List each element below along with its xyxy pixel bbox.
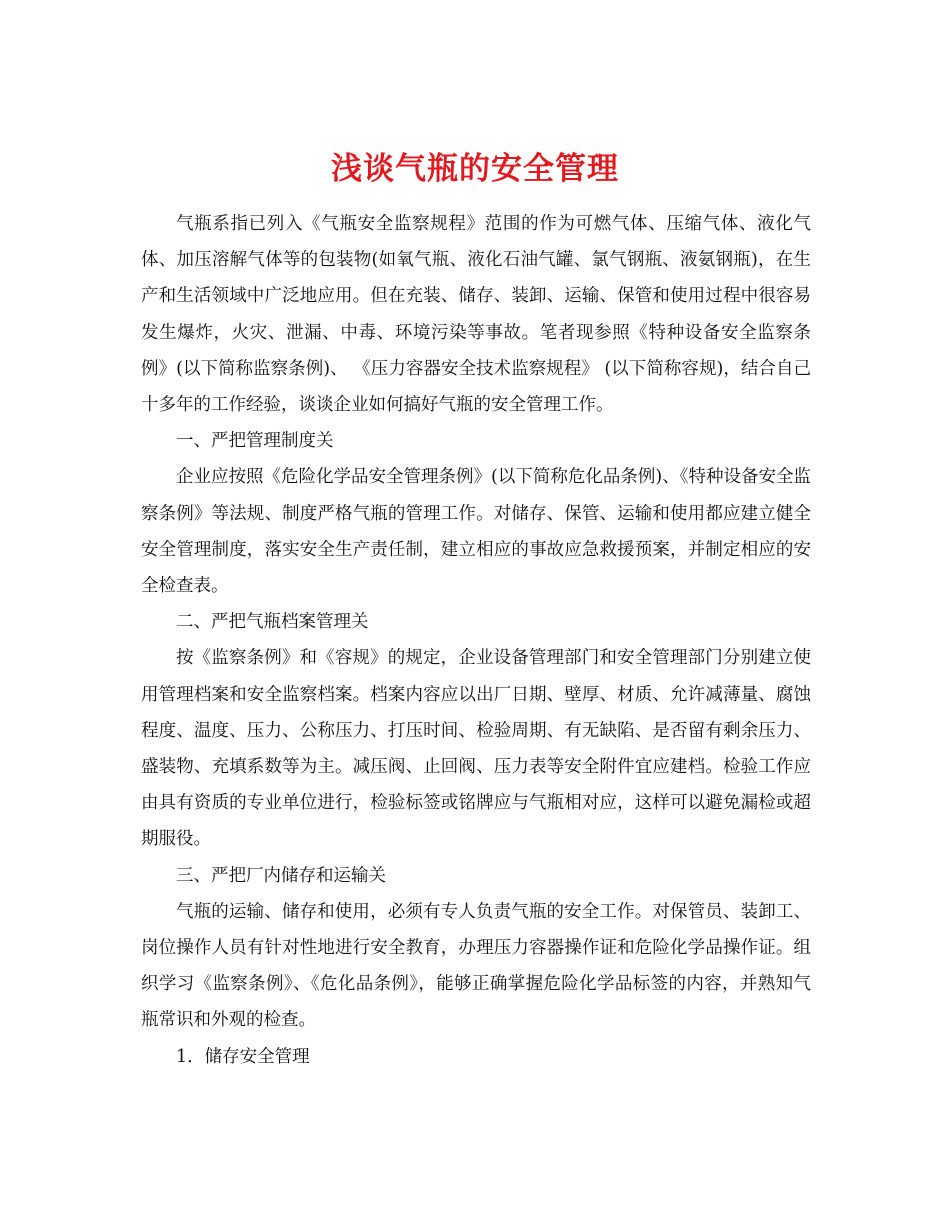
section-heading-2: 二、严把气瓶档案管理关 bbox=[176, 612, 369, 633]
document-body bbox=[141, 206, 811, 1075]
section-3-paragraph: 气瓶的运输、储存和使用，必须有专人负责气瓶的安全工作。对保管员、装卸工、岗位操作人员有针对性地进行安全教育，办理压力容器操作证和危险化学品操作证。组织学习《监察条例》、《危化品条例》，能够正确掌握危险化学品标签的内容，并熟知气瓶常识和外观的检查。 bbox=[141, 901, 811, 1031]
section-heading-3: 三、严把厂内储存和运输关 bbox=[176, 865, 386, 886]
subsection-heading-3-1: 1．储存安全管理 bbox=[176, 1046, 310, 1067]
section-1-paragraph: 企业应按照《危险化学品安全管理条例》(以下简称危化品条例)、《特种设备安全监察条例》等法规、制度严格气瓶的管理工作。对储存、保管、运输和使用都应建立健全安全管理制度，落实安全生产责任制，建立相应的事故应急救援预案，并制定相应的安全检查表。 bbox=[141, 467, 811, 597]
section-heading-1: 一、严把管理制度关 bbox=[176, 431, 334, 452]
intro-paragraph: 气瓶系指已列入《气瓶安全监察规程》范围的作为可燃气体、压缩气体、液化气体、加压溶解气体等的包装物(如氧气瓶、液化石油气罐、氯气钢瓶、液氨钢瓶)，在生产和生活领域中广泛地应用。但在充装、储存、装卸、运输、保管和使用过程中很容易发生爆炸，火灾、泄漏、中毒、环境污染等事故。笔者现参照《特种设备安全监察条例》(以下简称监察条例)、 《压力容器安全技术监察规程》 (以下简称容规)，结合自己十多年的工作经验，谈谈企业如何搞好气瓶的安全管理工作。 bbox=[141, 214, 811, 416]
section-2-paragraph: 按《监察条例》和《容规》的规定，企业设备管理部门和安全管理部门分别建立使用管理档案和安全监察档案。档案内容应以出厂日期、壁厚、材质、允许减薄量、腐蚀程度、温度、压力、公称压力、打压时间、检验周期、有无缺陷、是否留有剩余压力、盛装物、充填系数等为主。减压阀、止回阀、压力表等安全附件宜应建档。检验工作应由具有资质的专业单位进行，检验标签或铭牌应与气瓶相对应，这样可以避免漏检或超期服役。 bbox=[141, 648, 811, 850]
document-title: 浅谈气瓶的安全管理 bbox=[331, 150, 619, 187]
